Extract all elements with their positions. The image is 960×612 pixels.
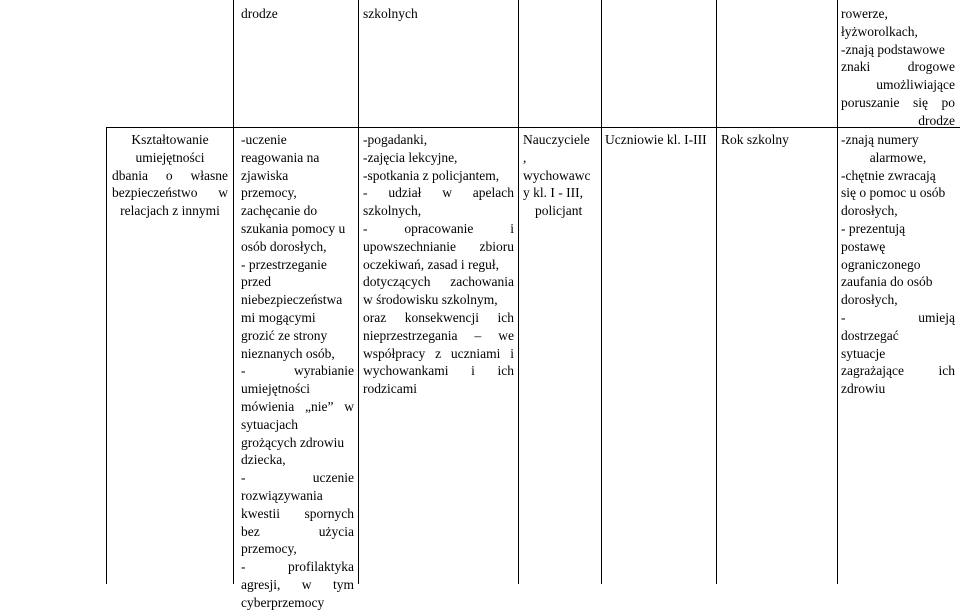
area-cell <box>112 131 228 220</box>
tasks-line: mówienia „nie” w <box>241 398 354 414</box>
effects-line: umożliwiające <box>876 77 955 93</box>
effects-line: - umieją <box>841 309 955 325</box>
tasks-line: grożących zdrowiu <box>241 434 345 450</box>
tasks-cell <box>241 131 354 612</box>
tasks-line: agresji, w tym <box>241 576 354 592</box>
effects-line: zagrażające ich <box>841 363 955 379</box>
forms-line: w środowisku szkolnym, <box>363 292 498 308</box>
effects-line: łyżworolkach, <box>841 23 918 39</box>
effects-line: -znają numery <box>841 132 919 147</box>
tasks-line: bez użycia <box>241 523 354 539</box>
tasks-line: umiejętności <box>241 381 310 397</box>
tasks-line: niebezpieczeństwa <box>241 292 343 308</box>
row-divider <box>106 127 960 128</box>
tasks-line: przed <box>241 274 271 290</box>
effects-line: drodze <box>918 112 955 128</box>
forms-line: współpracy z uczniami i <box>363 345 514 361</box>
area-line: dbania o własne <box>112 167 228 183</box>
effects-line: zaufania do osób <box>841 274 933 290</box>
effects-line: znaki drogowe <box>841 59 955 75</box>
tasks-line: nieznanych osób, <box>241 345 335 361</box>
tasks-line: przemocy, <box>241 185 297 201</box>
area-line: relacjach z innymi <box>120 203 220 219</box>
column-divider-5 <box>716 0 717 584</box>
recipients-cell: Uczniowie kl. I-III <box>605 132 707 147</box>
tasks-line: cyberprzemocy <box>241 594 325 610</box>
effects-line: postawę <box>841 238 886 254</box>
forms-line: wychowankami i ich <box>363 363 514 379</box>
tasks-line: zjawiska <box>241 167 289 183</box>
tasks-line: szukania pomocy u <box>241 220 346 236</box>
tasks-line: przemocy, <box>241 541 297 557</box>
tasks-line: kwestii spornych <box>241 505 354 521</box>
responsible-line: Nauczyciele <box>523 132 590 147</box>
forms-line: oczekiwań, zasad i reguł, <box>363 256 500 272</box>
column-divider-2 <box>358 0 359 584</box>
forms-line: - opracowanie i <box>363 220 514 236</box>
forms-line: dotyczących zachowania <box>363 274 514 290</box>
effects-line: dorosłych, <box>841 203 898 219</box>
top-cell-tasks: drodze <box>241 6 278 21</box>
tasks-line: -uczenie <box>241 132 287 147</box>
effects-line: poruszanie się po <box>841 94 955 110</box>
column-divider-6 <box>837 0 838 584</box>
effects-line: dostrzegać <box>841 327 899 343</box>
forms-cell <box>363 131 514 398</box>
tasks-line: rozwiązywania <box>241 487 323 503</box>
effects-line: rowerze, <box>841 6 888 21</box>
top-cell-forms: szkolnych <box>363 6 418 21</box>
forms-line: upowszechnianie zbioru <box>363 238 514 254</box>
column-divider-4 <box>601 0 602 584</box>
tasks-line: grozić ze strony <box>241 327 328 343</box>
area-line: umiejętności <box>135 149 205 165</box>
effects-line: -chętnie zwracają <box>841 167 936 183</box>
forms-line: -pogadanki, <box>363 132 428 147</box>
forms-line: nieprzestrzegania – we <box>363 327 514 343</box>
responsible-line: wychowawc <box>523 167 591 183</box>
top-cell-effects <box>841 5 955 130</box>
deadline-cell: Rok szkolny <box>721 132 789 147</box>
forms-line: - udział w apelach <box>363 185 514 201</box>
tasks-line: reagowania na <box>241 149 320 165</box>
tasks-line: dziecka, <box>241 452 286 468</box>
effects-line: dorosłych, <box>841 292 898 308</box>
area-line: Kształtowanie <box>131 132 209 147</box>
tasks-line: - przestrzeganie <box>241 256 327 272</box>
forms-line: oraz konsekwencji ich <box>363 309 514 325</box>
responsible-line: policjant <box>535 203 583 219</box>
tasks-line: zachęcanie do <box>241 203 318 219</box>
effects-line: ograniczonego <box>841 256 921 272</box>
effects-line: zdrowiu <box>841 381 886 397</box>
effects-line: sytuacje <box>841 345 886 361</box>
effects-line: -znają podstawowe <box>841 41 945 57</box>
forms-line: rodzicami <box>363 381 417 397</box>
responsible-line: , <box>523 149 527 165</box>
forms-line: -spotkania z policjantem, <box>363 167 500 183</box>
area-line: bezpieczeństwo w <box>112 185 228 201</box>
column-divider-1 <box>106 127 107 584</box>
tasks-line: - profilaktyka <box>241 559 354 575</box>
forms-line: szkolnych, <box>363 203 422 219</box>
forms-line: -zajęcia lekcyjne, <box>363 149 458 165</box>
tasks-line: - wyrabianie <box>241 363 354 379</box>
effects-cell <box>841 131 955 398</box>
tasks-line: - uczenie <box>241 470 354 486</box>
tasks-line: osób dorosłych, <box>241 238 327 254</box>
effects-line: alarmowe, <box>869 149 927 165</box>
effects-line: się o pomoc u osób <box>841 185 946 201</box>
effects-line: - prezentują <box>841 220 906 236</box>
responsible-cell <box>523 131 599 220</box>
responsible-line: y kl. I - III, <box>523 185 583 201</box>
tasks-line: mi mogącymi <box>241 309 316 325</box>
column-divider-3 <box>518 0 519 584</box>
tasks-line: sytuacjach <box>241 416 298 432</box>
table-top-border <box>233 0 234 584</box>
